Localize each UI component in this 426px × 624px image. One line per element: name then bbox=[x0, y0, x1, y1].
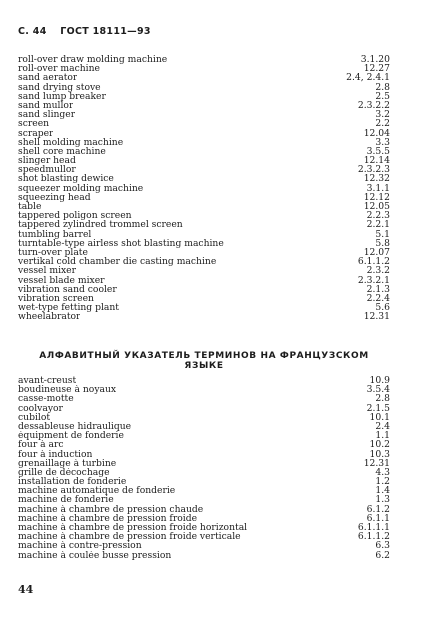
term-text: wheelabrator bbox=[18, 312, 81, 322]
term-reference: 2.2.1 bbox=[366, 219, 390, 231]
term-text: four à induction bbox=[18, 449, 93, 459]
section-title: АЛФАВИТНЫЙ УКАЗАТЕЛЬ ТЕРМИНОВ НА ФРАНЦУЗСКОМ ЯЗЫКЕ bbox=[39, 351, 369, 371]
index-row bbox=[18, 440, 390, 449]
term-reference: 5.6 bbox=[375, 302, 390, 314]
term-text: vessel mixer bbox=[18, 266, 77, 276]
term-text: turntable-type airless shot blasting machine bbox=[18, 238, 224, 248]
index-row bbox=[18, 422, 390, 431]
index-row bbox=[18, 248, 390, 257]
english-term-index bbox=[18, 55, 390, 321]
index-row bbox=[18, 376, 390, 385]
term-reference: 5.1 bbox=[375, 228, 390, 240]
term-text: vessel blade mixer bbox=[18, 275, 105, 285]
term-text: avant-creust bbox=[18, 376, 77, 386]
term-text: speedmullor bbox=[18, 165, 76, 175]
index-row bbox=[18, 239, 390, 248]
index-row bbox=[18, 404, 390, 413]
term-text: sand lump breaker bbox=[18, 91, 106, 101]
term-reference: 6.1.2 bbox=[366, 503, 390, 515]
term-text: slinger head bbox=[18, 156, 76, 166]
term-text: sand mullor bbox=[18, 100, 74, 111]
index-row bbox=[18, 294, 390, 303]
term-reference: 2.3.2 bbox=[366, 265, 390, 277]
term-reference: 2.5 bbox=[375, 90, 390, 102]
term-text: machine de fonderie bbox=[18, 495, 114, 505]
term-reference: 12.05 bbox=[363, 201, 390, 212]
index-row bbox=[18, 119, 390, 128]
term-text: coolvayor bbox=[18, 403, 63, 413]
term-text: screen bbox=[18, 119, 50, 129]
term-reference: 2.2.4 bbox=[366, 292, 390, 304]
term-text: machine à contre-pression bbox=[18, 541, 142, 551]
page-label: С. 44 bbox=[18, 26, 47, 37]
term-text: sand slinger bbox=[18, 110, 76, 120]
index-row bbox=[18, 101, 390, 110]
term-reference: 2.1.3 bbox=[366, 283, 390, 295]
term-text: équipment de fonderie bbox=[18, 431, 124, 441]
index-row bbox=[18, 541, 390, 550]
term-reference: 12.31 bbox=[363, 457, 390, 469]
term-text: vertikal cold chamber die casting machine bbox=[18, 257, 217, 267]
index-row bbox=[18, 110, 390, 119]
term-reference: 1.3 bbox=[375, 494, 390, 506]
standard-label: ГОСТ 18111—93 bbox=[60, 26, 151, 37]
index-row bbox=[18, 495, 390, 504]
term-reference: 5.8 bbox=[375, 237, 390, 249]
index-row bbox=[18, 73, 390, 82]
term-text: table bbox=[18, 202, 42, 212]
term-text: machine automatique de fonderie bbox=[18, 486, 176, 496]
term-reference: 6.1.1 bbox=[366, 512, 390, 524]
term-reference: 3.5.4 bbox=[366, 384, 390, 396]
term-reference: 3.1.1 bbox=[366, 182, 390, 194]
index-row bbox=[18, 193, 390, 202]
term-reference: 2.8 bbox=[375, 81, 390, 93]
index-row bbox=[18, 477, 390, 486]
term-reference: 12.32 bbox=[363, 173, 390, 185]
term-reference: 6.3 bbox=[375, 540, 390, 552]
term-text: grille de décochage bbox=[18, 467, 110, 478]
term-text: machine à chambre de pression froide bbox=[18, 513, 198, 523]
term-reference: 4.3 bbox=[375, 466, 390, 478]
term-reference: 6.1.1.2 bbox=[357, 256, 390, 268]
term-reference: 12.14 bbox=[363, 155, 390, 167]
page-header bbox=[18, 26, 161, 37]
term-reference: 2.4, 2.4.1 bbox=[346, 72, 390, 84]
term-text: installation de fonderie bbox=[18, 477, 127, 487]
term-text: wet-type fetting plant bbox=[18, 303, 120, 313]
term-text: shell core machine bbox=[18, 146, 106, 157]
term-reference: 10.3 bbox=[369, 448, 390, 460]
term-text: vibration sand cooler bbox=[18, 284, 117, 294]
term-text: turn-over plate bbox=[18, 247, 88, 258]
term-reference: 12.31 bbox=[363, 311, 390, 323]
index-row bbox=[18, 431, 390, 440]
term-reference: 10.9 bbox=[369, 375, 390, 386]
index-row bbox=[18, 523, 390, 532]
index-row bbox=[18, 276, 390, 285]
term-reference: 1.4 bbox=[375, 485, 390, 497]
index-row bbox=[18, 55, 390, 64]
index-row bbox=[18, 266, 390, 275]
term-reference: 3.2 bbox=[375, 109, 390, 121]
index-row bbox=[18, 514, 390, 523]
term-reference: 2.3.2.3 bbox=[357, 164, 390, 176]
index-row bbox=[18, 184, 390, 193]
index-row bbox=[18, 147, 390, 156]
term-text: casse-motte bbox=[18, 394, 74, 404]
index-row bbox=[18, 394, 390, 403]
term-reference: 6.2 bbox=[375, 549, 390, 561]
term-reference: 6.1.1.2 bbox=[357, 531, 390, 543]
index-row bbox=[18, 413, 390, 422]
term-text: machine à chambre de pression chaude bbox=[18, 504, 204, 514]
index-row bbox=[18, 450, 390, 459]
term-text: shell molding machine bbox=[18, 137, 124, 147]
term-reference: 1.1 bbox=[375, 430, 390, 442]
term-reference: 2.2.3 bbox=[366, 210, 390, 222]
index-row bbox=[18, 312, 390, 321]
term-reference: 2.2 bbox=[375, 118, 390, 130]
term-text: sand aerator bbox=[18, 73, 78, 83]
term-text: squeezer molding machine bbox=[18, 183, 144, 193]
term-reference: 12.07 bbox=[363, 246, 390, 258]
index-row bbox=[18, 385, 390, 394]
term-text: tappered zylindred trommel screen bbox=[18, 220, 183, 230]
index-row bbox=[18, 92, 390, 101]
term-reference: 6.1.1.1 bbox=[357, 522, 390, 533]
term-text: shot blasting dewice bbox=[18, 174, 114, 184]
page-number: 44 bbox=[18, 583, 34, 596]
index-row bbox=[18, 165, 390, 174]
index-row bbox=[18, 303, 390, 312]
term-reference: 2.3.2.1 bbox=[357, 274, 390, 286]
term-reference: 12.12 bbox=[363, 191, 390, 203]
term-reference: 10.2 bbox=[369, 439, 390, 451]
index-row bbox=[18, 129, 390, 138]
term-text: roll-over draw molding machine bbox=[18, 55, 168, 65]
term-text: tappered poligon screen bbox=[18, 211, 132, 221]
term-reference: 10.1 bbox=[369, 411, 390, 423]
term-reference: 1.2 bbox=[375, 476, 390, 488]
index-row bbox=[18, 486, 390, 495]
term-text: boudineuse à noyaux bbox=[18, 385, 117, 395]
index-row bbox=[18, 211, 390, 220]
term-reference: 2.3.2.2 bbox=[357, 99, 390, 111]
term-reference: 2.1.5 bbox=[366, 402, 390, 414]
index-row bbox=[18, 468, 390, 477]
index-row bbox=[18, 174, 390, 183]
term-reference: 3.5.5 bbox=[366, 145, 390, 157]
term-reference: 3.3 bbox=[375, 136, 390, 148]
index-row bbox=[18, 505, 390, 514]
term-text: dessableuse hidraulique bbox=[18, 421, 132, 432]
term-reference: 2.4 bbox=[375, 420, 390, 432]
term-reference: 3.1.20 bbox=[360, 54, 390, 65]
index-row bbox=[18, 257, 390, 266]
index-row bbox=[18, 220, 390, 229]
index-row bbox=[18, 532, 390, 541]
term-text: roll-over machine bbox=[18, 64, 100, 74]
term-text: machine à chambre de pression froide horizontal bbox=[18, 523, 248, 533]
index-row bbox=[18, 138, 390, 147]
index-row bbox=[18, 285, 390, 294]
term-text: squeezing head bbox=[18, 192, 91, 202]
term-reference: 12.04 bbox=[363, 127, 390, 139]
index-row bbox=[18, 230, 390, 239]
term-text: machine à chambre de pression froide verticale bbox=[18, 532, 241, 542]
term-text: tumbling barrel bbox=[18, 229, 92, 239]
term-reference: 12.27 bbox=[363, 63, 390, 75]
index-row bbox=[18, 64, 390, 73]
term-text: machine à coulée busse pression bbox=[18, 550, 172, 560]
index-row bbox=[18, 202, 390, 211]
term-text: grenaillage à turbine bbox=[18, 458, 117, 468]
index-row bbox=[18, 459, 390, 468]
term-reference: 2.8 bbox=[375, 393, 390, 405]
term-text: sand drying stove bbox=[18, 82, 101, 92]
index-row bbox=[18, 551, 390, 560]
french-term-index bbox=[18, 376, 390, 560]
index-row bbox=[18, 83, 390, 92]
term-text: cubilot bbox=[18, 412, 51, 422]
term-text: vibration screen bbox=[18, 293, 94, 304]
term-text: four à arc bbox=[18, 440, 64, 450]
term-text: scraper bbox=[18, 128, 54, 138]
index-row bbox=[18, 156, 390, 165]
